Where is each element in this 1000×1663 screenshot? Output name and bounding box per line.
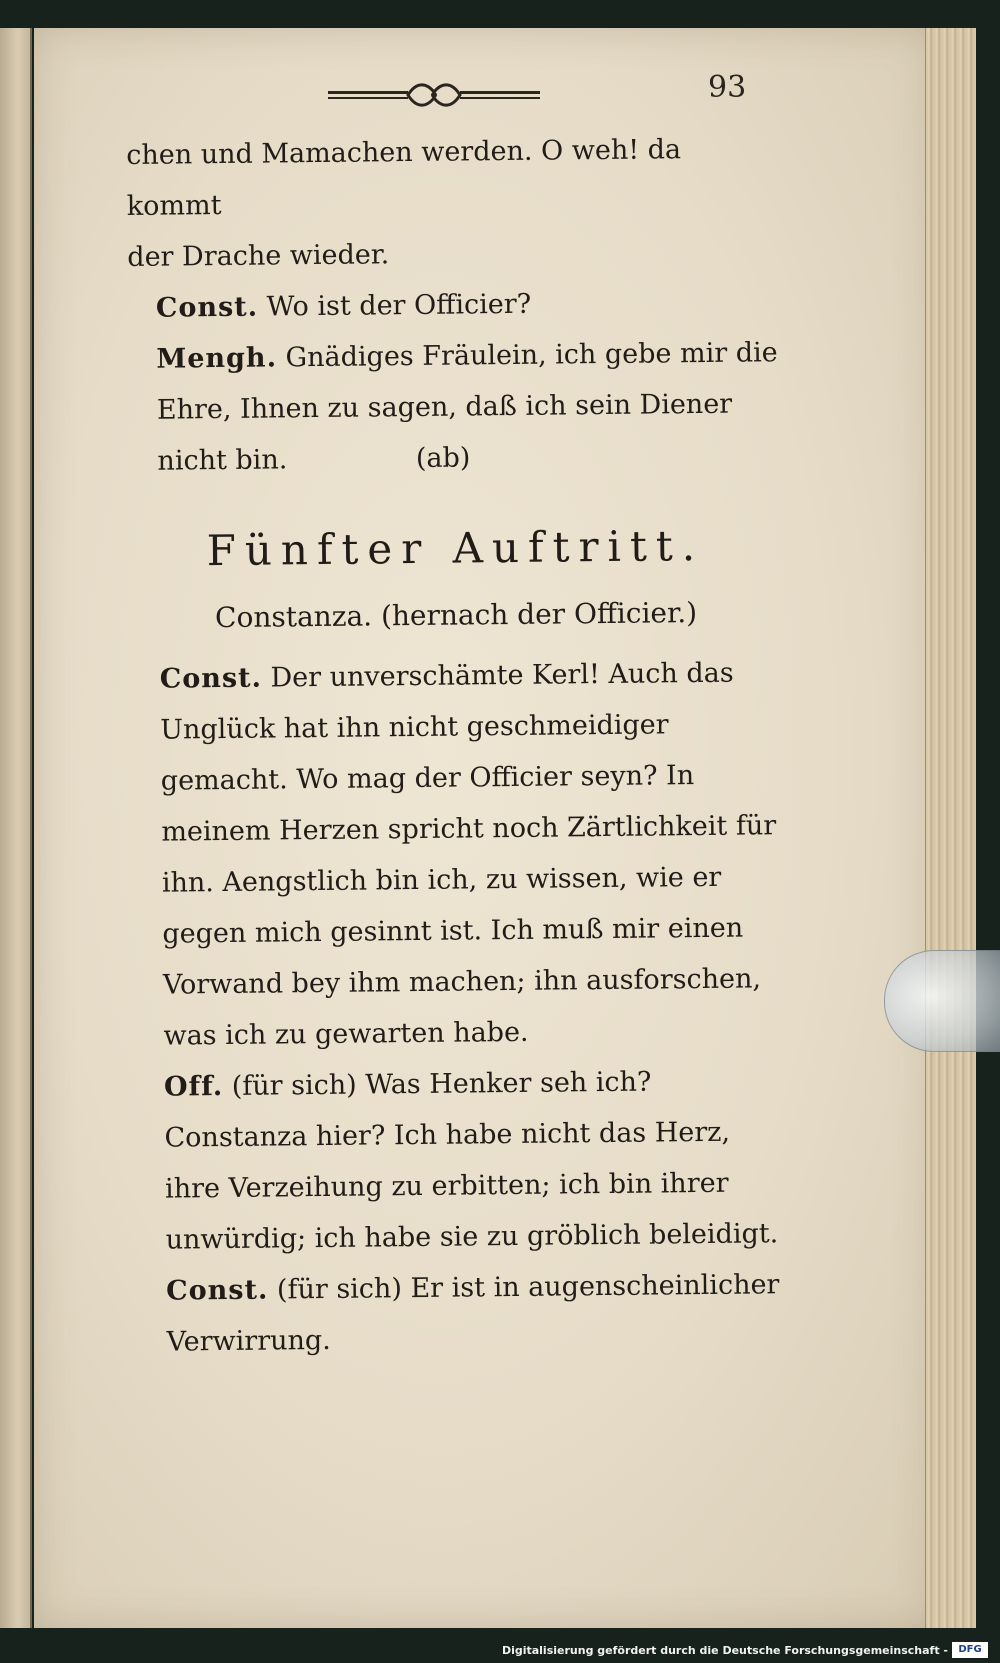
- page-clip: [884, 950, 1000, 1052]
- text-line: der Drache wieder.: [127, 239, 390, 273]
- paragraph-6: [138, 1259, 789, 1368]
- dialogue-text: Was Henker seh ich? Constanza hier? Ich habe nicht das Herz, ihre Verzeihung zu erbitten; ich bin ihrer unwürdig; ich habe sie zu gröblich beleidigt.: [164, 1066, 779, 1256]
- dialogue-text: Der unverschämte Kerl! Auch das Unglück hat ihn nicht geschmeidiger gemacht. Wo mag der Officier seyn? In meinem Herzen spricht noch Zärtlichkeit für ihn. Aengstlich bin ich, zu wissen, wie er gegen mich gesinnt ist. Ich muß mir einen Vorwand bey ihm machen; ihn ausforschen, was ich zu gewarten habe.: [160, 657, 777, 1052]
- dialogue-text: Wo ist der Officier?: [266, 288, 532, 323]
- scene-cast: Constanza. (hernach der Officier.): [214, 596, 698, 635]
- stage-direction: (für sich): [276, 1273, 403, 1306]
- paragraph-3: [128, 327, 780, 487]
- paragraph-1: [126, 123, 778, 283]
- page-text: [126, 123, 789, 1368]
- speaker-name: Const.: [159, 662, 263, 695]
- dfg-logo: DFG: [952, 1642, 988, 1658]
- page-number: 93: [708, 70, 747, 105]
- stage-direction: (ab): [415, 442, 471, 474]
- left-page-edge: [0, 28, 32, 1628]
- dialogue-text: Er ist in augenscheinlicher Verwirrung.: [166, 1269, 780, 1358]
- ornament-divider: [328, 78, 540, 114]
- dialogue-text: Gnädiges Fräulein, ich gebe mir die Ehre, Ihnen zu sagen, daß ich sein Diener nicht bin.: [156, 337, 778, 477]
- speaker-name: Off.: [163, 1071, 224, 1103]
- speaker-name: Const.: [155, 291, 259, 324]
- funding-credit: Digitalisierung gefördert durch die Deutsche Forschungsgemeinschaft -: [501, 1644, 948, 1657]
- speaker-name: Const.: [165, 1274, 269, 1307]
- paragraph-2: [128, 276, 778, 334]
- paragraph-4: [131, 647, 785, 1062]
- page-stack-edges: [925, 28, 976, 1628]
- stage-direction: (für sich): [231, 1069, 357, 1102]
- paragraph-5: [136, 1055, 788, 1266]
- scene-heading: Fünfter Auftritt.: [206, 520, 705, 576]
- speaker-name: Mengh.: [156, 342, 278, 375]
- text-line: chen und Mamachen werden. O weh! da kommt: [126, 134, 682, 222]
